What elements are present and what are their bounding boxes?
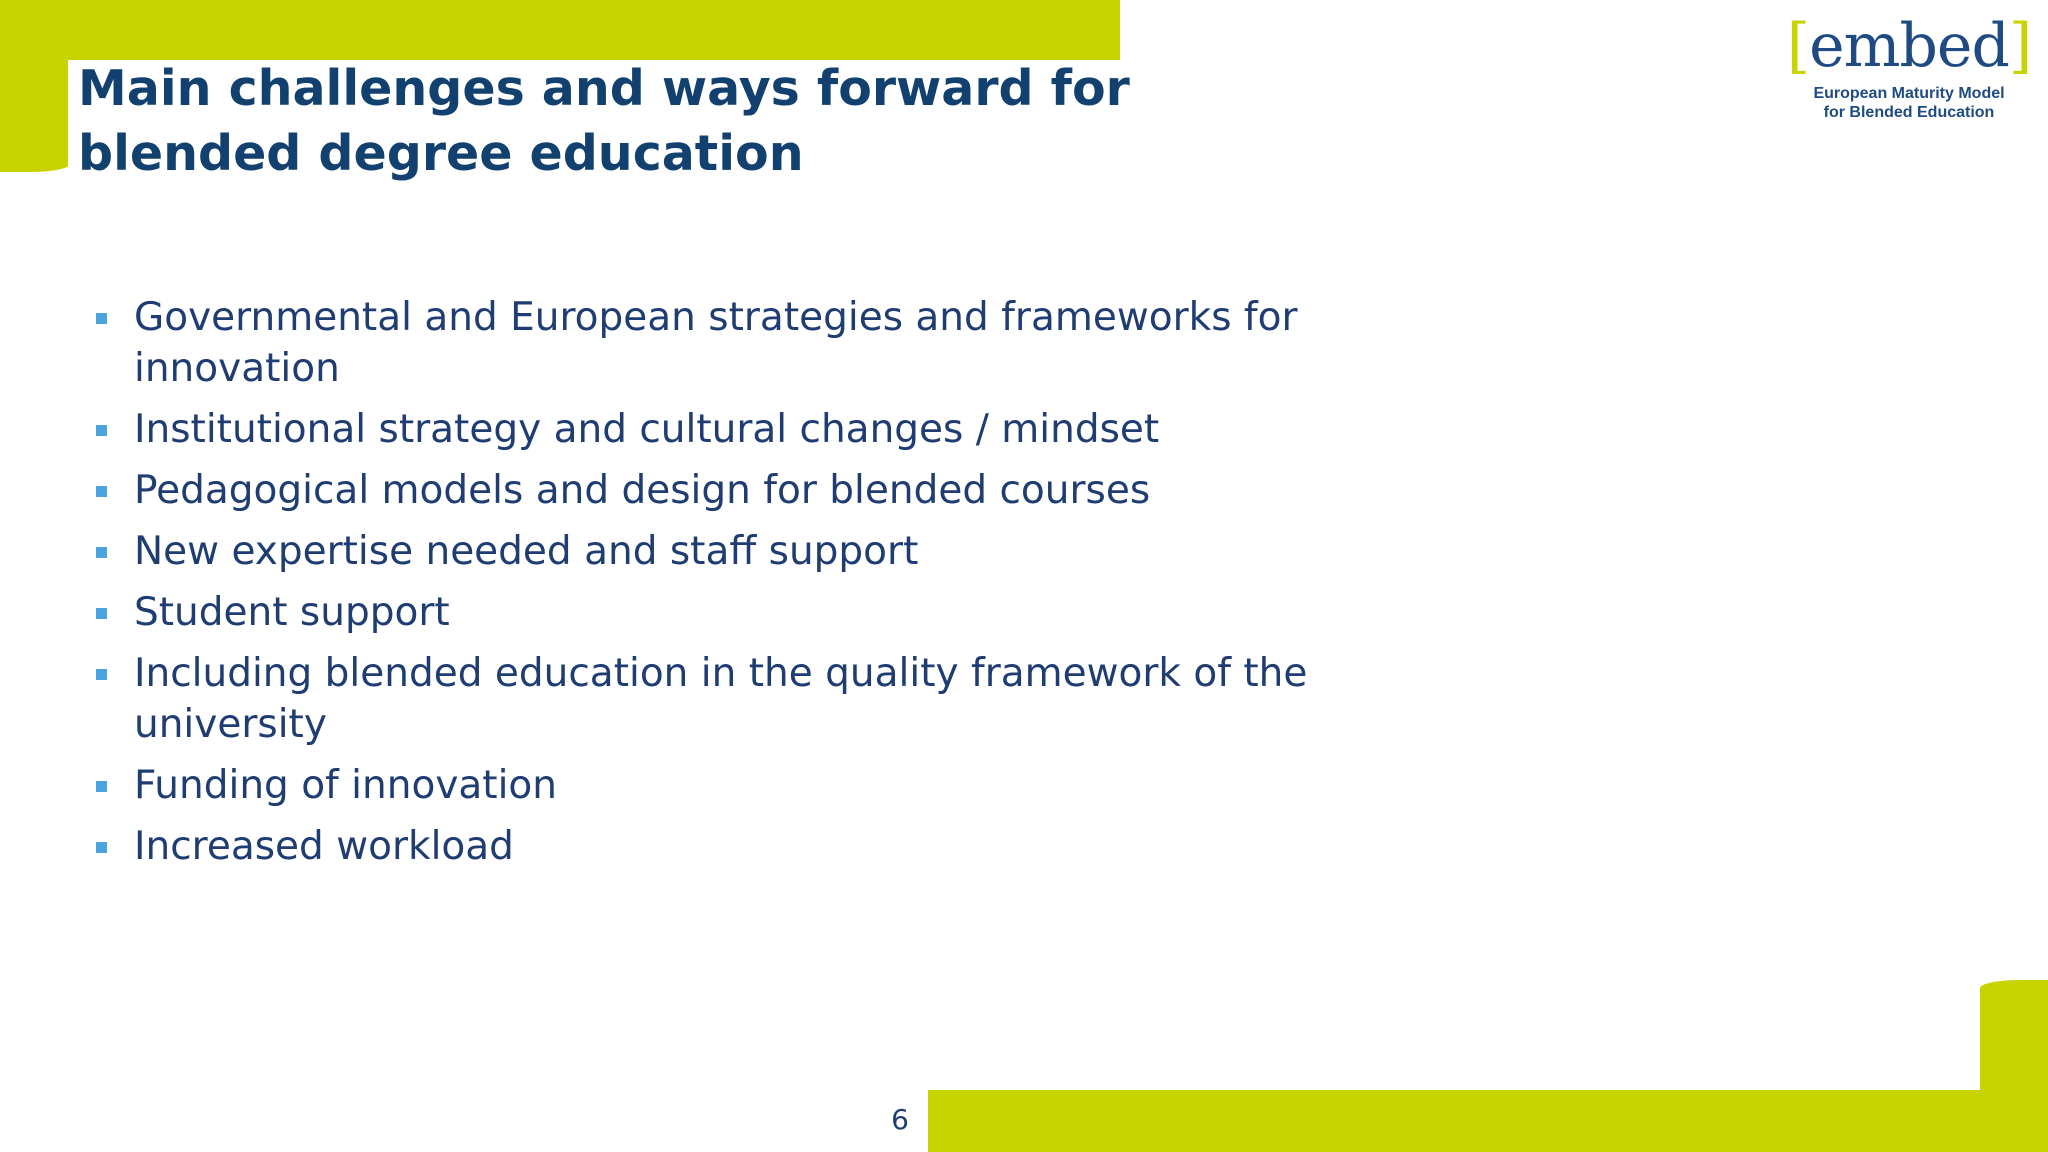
page-number: 6	[891, 1103, 909, 1136]
square-bullet-icon	[96, 313, 107, 324]
top-left-accent-tab	[0, 0, 70, 172]
list-item-text: Governmental and European strategies and frameworks for innovation	[134, 295, 1298, 391]
bottom-right-accent-tab	[1980, 980, 2048, 1152]
list-item-text: New expertise needed and staff support	[134, 529, 919, 574]
logo-tagline-line1: European Maturity Model	[1813, 85, 2005, 102]
list-item-text: Increased workload	[134, 824, 514, 869]
bullet-list	[96, 292, 1436, 882]
logo-wordmark	[1784, 12, 2034, 80]
logo-bracket-open: [	[1786, 11, 1810, 81]
slide-title: Main challenges and ways forward for blended degree education	[78, 60, 1130, 182]
logo-tagline-line2: for Blended Education	[1823, 104, 1995, 121]
square-bullet-icon	[96, 608, 107, 619]
list-item	[96, 292, 1436, 394]
list-item-text: Pedagogical models and design for blended courses	[134, 468, 1151, 513]
list-item-text: Including blended education in the quality framework of the university	[134, 651, 1308, 747]
list-item	[96, 465, 1436, 516]
list-item	[96, 526, 1436, 577]
square-bullet-icon	[96, 842, 107, 853]
list-item	[96, 821, 1436, 872]
logo-word: embed	[1809, 11, 2009, 81]
top-accent-bar	[0, 0, 1120, 60]
square-bullet-icon	[96, 486, 107, 497]
logo-bracket-close: ]	[2008, 11, 2032, 81]
square-bullet-icon	[96, 547, 107, 558]
list-item-text: Funding of innovation	[134, 763, 558, 808]
bottom-accent-background	[1940, 982, 1980, 1090]
list-item	[96, 760, 1436, 811]
list-item	[96, 404, 1436, 455]
list-item-text: Student support	[134, 590, 450, 635]
list-item	[96, 648, 1436, 750]
embed-logo	[1784, 12, 2034, 127]
square-bullet-icon	[96, 781, 107, 792]
square-bullet-icon	[96, 669, 107, 680]
bottom-accent-bar	[928, 1090, 2048, 1152]
list-item-text: Institutional strategy and cultural changes / mindset	[134, 407, 1160, 452]
square-bullet-icon	[96, 425, 107, 436]
list-item	[96, 587, 1436, 638]
